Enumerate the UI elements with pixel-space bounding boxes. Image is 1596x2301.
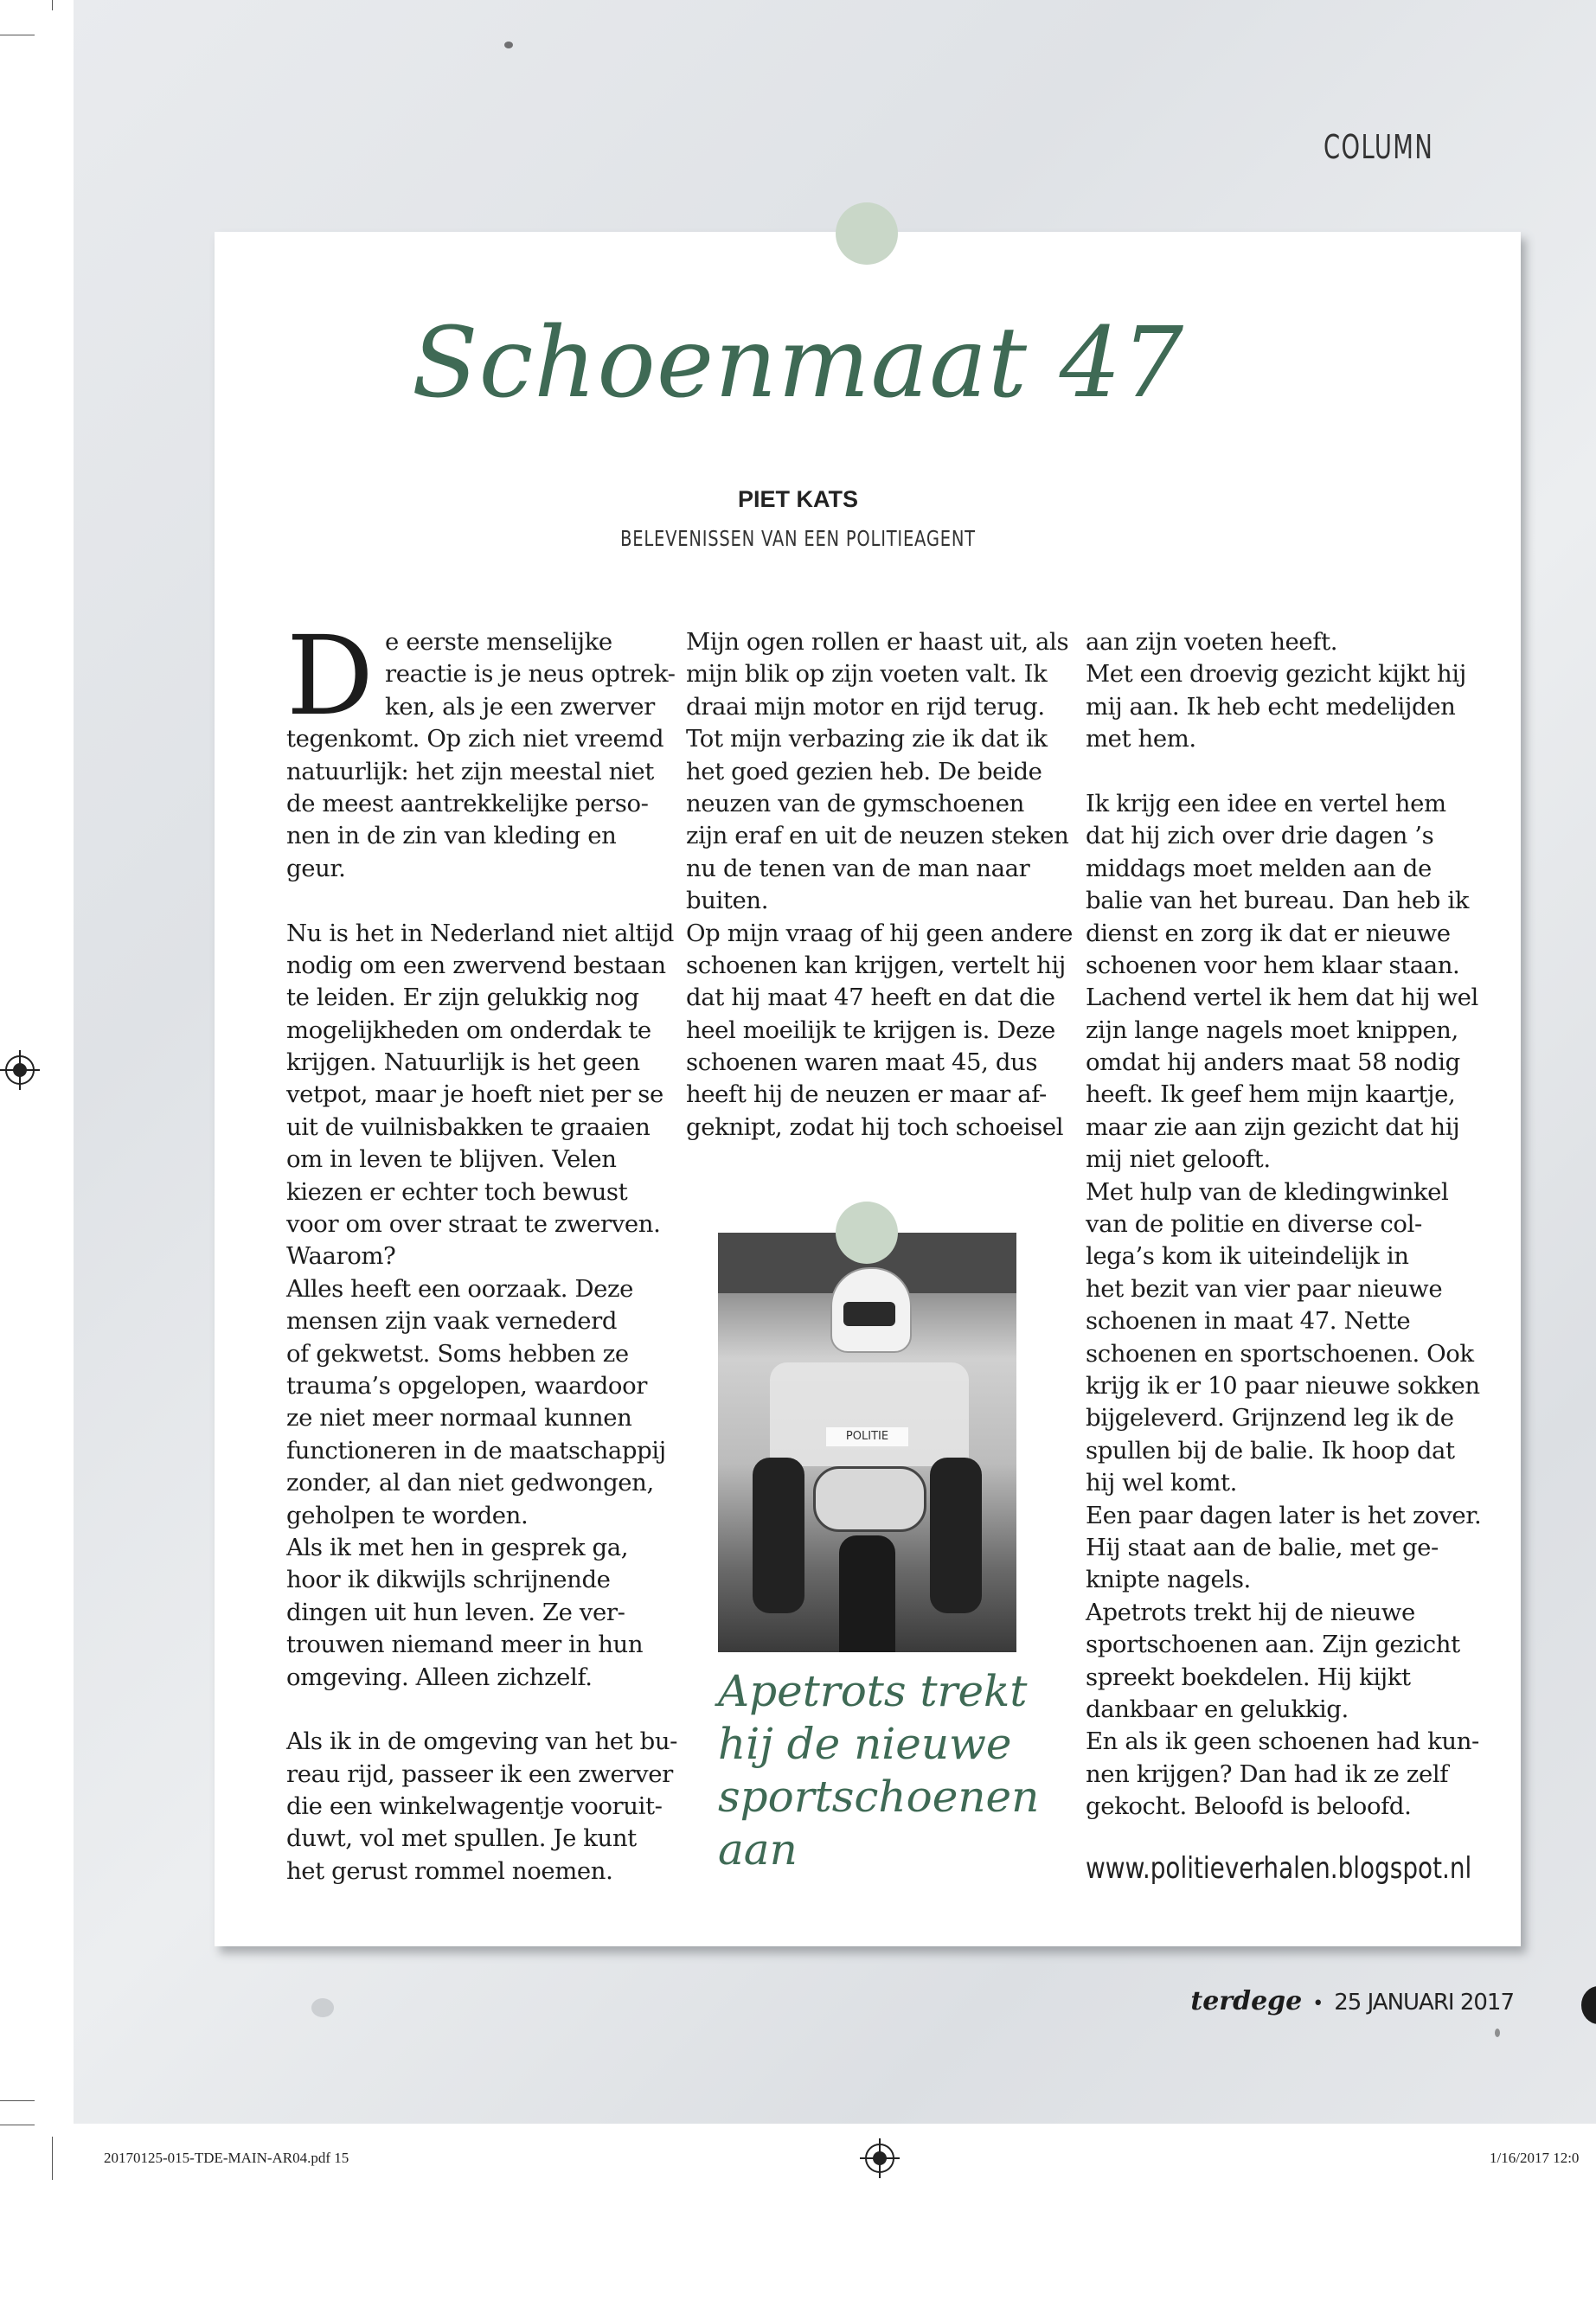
registration-mark-icon	[865, 2144, 894, 2173]
text-line: om in leven te blijven. Velen	[286, 1145, 617, 1174]
text-line: natuurlijk: het zijn meestal niet	[286, 757, 654, 785]
text-line: nen krijgen? Dan had ik ze zelf	[1086, 1759, 1449, 1788]
caption-line: hij de nieuwe	[718, 1719, 1012, 1769]
text-line: mijn blik op zijn voeten valt. Ik	[686, 660, 1048, 689]
text-line: dat hij zich over drie dagen ’s	[1086, 822, 1434, 850]
text-line: reau rijd, passeer ik een zwerver	[286, 1759, 673, 1788]
article-column-1	[286, 612, 678, 1888]
text-line: heeft. Ik geef hem mijn kaartje,	[1086, 1080, 1456, 1109]
text-line: buiten.	[686, 887, 769, 915]
text-line: dienst en zorg ik dat er nieuwe	[1086, 919, 1451, 947]
text-line: heeft hij de neuzen er maar af-	[686, 1080, 1047, 1109]
blog-link[interactable]: www.politieverhalen.blogspot.nl	[1086, 1851, 1472, 1886]
text-line: zijn lange nagels moet knippen,	[1086, 1016, 1458, 1044]
text-line: zonder, al dan niet gedwongen,	[286, 1469, 654, 1497]
article-column-2	[686, 626, 1073, 1144]
text-line: Een paar dagen later is het zover.	[1086, 1501, 1482, 1529]
text-line: Apetrots trekt hij de nieuwe	[1086, 1598, 1415, 1626]
text-line: dankbaar en gelukkig.	[1086, 1695, 1349, 1723]
caption-line: Apetrots trekt	[718, 1666, 1028, 1716]
text-line: Lachend vertel ik hem dat hij wel	[1086, 984, 1478, 1012]
text-line: voor om over straat te zwerven.	[286, 1210, 661, 1239]
text-line: trauma’s opgelopen, waardoor	[286, 1371, 647, 1400]
text-line: sportschoenen aan. Zijn gezicht	[1086, 1631, 1460, 1659]
photo-fairing-left	[753, 1458, 804, 1613]
text-line: Ik krijg een idee en vertel hem	[1086, 789, 1446, 817]
text-line: trouwen niemand meer in hun	[286, 1631, 644, 1659]
text-line	[286, 885, 677, 917]
text-line: met hem.	[1086, 725, 1196, 753]
caption-line: aan	[718, 1824, 798, 1875]
text-line: heel moeilijk te krijgen is. Deze	[686, 1016, 1055, 1044]
article-column-3	[1086, 626, 1481, 1823]
photo-windshield	[770, 1362, 969, 1466]
text-line: lega’s kom ik uiteindelijk in	[1086, 1242, 1409, 1271]
text-line: tegenkomt. Op zich niet vreemd	[286, 725, 664, 753]
ink-speck	[1495, 2029, 1500, 2037]
magazine-brand: terdege	[1190, 1986, 1303, 2016]
crop-mark	[0, 2100, 35, 2101]
text-line: mogelijkheden om onderdak te	[286, 1016, 651, 1044]
text-line: Hij staat aan de balie, met ge-	[1086, 1533, 1439, 1561]
issue-date: 25 JANUARI 2017	[1334, 1990, 1514, 2016]
text-line: het goed gezien heb. De beide	[686, 757, 1042, 785]
text-line: schoenen en sportschoenen. Ook	[1086, 1339, 1474, 1368]
text-line: schoenen in maat 47. Nette	[1086, 1307, 1411, 1336]
photo-headlight	[813, 1466, 926, 1532]
text-line: spreekt boekdelen. Hij kijkt	[1086, 1663, 1411, 1691]
registration-mark-icon	[5, 1055, 35, 1085]
text-line: of gekwetst. Soms hebben ze	[286, 1339, 629, 1368]
decorative-dot	[836, 202, 898, 265]
text-line: Waarom?	[286, 1242, 396, 1271]
text-line: Met een droevig gezicht kijkt hij	[1086, 660, 1466, 689]
text-line: mij niet gelooft.	[1086, 1145, 1271, 1174]
text-line: van de politie en diverse col-	[1086, 1210, 1422, 1239]
decorative-dot	[836, 1202, 898, 1264]
text-line: neuzen van de gymschoenen	[686, 789, 1024, 817]
text-line: e eerste menselijke	[385, 628, 612, 656]
photo-visor	[843, 1302, 895, 1326]
author-name: PIET KATS	[737, 486, 858, 512]
text-line	[1086, 756, 1481, 788]
text-line: de meest aantrekkelijke perso-	[286, 789, 649, 817]
text-line: bijgeleverd. Grijnzend leg ik de	[1086, 1404, 1454, 1433]
photo-police-label: POLITIE	[826, 1427, 908, 1446]
photo-fairing-right	[930, 1458, 982, 1613]
text-line: schoenen voor hem klaar staan.	[1086, 951, 1460, 979]
text-line: mij aan. Ik heb echt medelijden	[1086, 692, 1456, 721]
text-line: draai mijn motor en rijd terug.	[686, 692, 1045, 721]
text-line: Tot mijn verbazing zie ik dat ik	[686, 725, 1048, 753]
text-line: kiezen er echter toch bewust	[286, 1177, 628, 1206]
text-line: die een winkelwagentje vooruit-	[286, 1792, 663, 1821]
text-line	[286, 1694, 677, 1726]
photo-front-wheel	[839, 1535, 895, 1652]
text-line: ken, als je een zwerver	[385, 692, 655, 721]
text-line: Mijn ogen rollen er haast uit, als	[686, 628, 1069, 656]
page-footer	[1190, 1986, 1514, 2016]
text-line: krijgen. Natuurlijk is het geen	[286, 1048, 640, 1077]
photo-police-motorcyclist	[718, 1233, 1016, 1652]
text-line: Met hulp van de kledingwinkel	[1086, 1177, 1449, 1206]
text-line: maar zie aan zijn gezicht dat hij	[1086, 1112, 1460, 1141]
crop-mark	[52, 2137, 53, 2180]
crop-mark	[52, 0, 53, 10]
text-line: balie van het bureau. Dan heb ik	[1086, 887, 1469, 915]
section-label: COLUMN	[1324, 128, 1434, 166]
print-slug-timestamp: 1/16/2017 12:0	[1490, 2150, 1580, 2166]
text-line: aan zijn voeten heeft.	[1086, 628, 1338, 656]
ink-speck	[311, 1998, 334, 2017]
text-line: te leiden. Er zijn gelukkig nog	[286, 984, 639, 1012]
text-line: nodig om een zwervend bestaan	[286, 951, 666, 979]
text-line: ze niet meer normaal kunnen	[286, 1404, 632, 1433]
text-line: het gerust rommel noemen.	[286, 1856, 613, 1885]
text-line: nen in de zin van kleding en	[286, 822, 617, 850]
text-line: nu de tenen van de man naar	[686, 854, 1030, 882]
article-subtitle: BELEVENISSEN VAN EEN POLITIEAGENT	[620, 526, 976, 551]
text-line: schoenen kan krijgen, vertelt hij	[686, 951, 1066, 979]
text-line: duwt, vol met spullen. Je kunt	[286, 1824, 637, 1853]
text-line: Als ik in de omgeving van het bu-	[286, 1727, 678, 1756]
text-line: zijn eraf en uit de neuzen steken	[686, 822, 1069, 850]
text-line: krijg ik er 10 paar nieuwe sokken	[1086, 1371, 1480, 1400]
text-line: dingen uit hun leven. Ze ver-	[286, 1598, 625, 1626]
text-line: geknipt, zodat hij toch schoeisel	[686, 1112, 1064, 1141]
text-line: schoenen waren maat 45, dus	[686, 1048, 1038, 1077]
text-line: Op mijn vraag of hij geen andere	[686, 919, 1074, 947]
text-line: knipte nagels.	[1086, 1566, 1251, 1594]
text-line: reactie is je neus optrek-	[385, 660, 676, 689]
text-line: En als ik geen schoenen had kun-	[1086, 1727, 1479, 1756]
text-line: geholpen te worden.	[286, 1501, 529, 1529]
text-line: hij wel komt.	[1086, 1469, 1238, 1497]
article-title: Schoenmaat 47	[411, 307, 1185, 420]
text-line: Alles heeft een oorzaak. Deze	[286, 1274, 633, 1303]
text-line: uit de vuilnisbakken te graaien	[286, 1112, 651, 1141]
text-line: hoor ik dikwijls schrijnende	[286, 1566, 611, 1594]
caption-line: sportschoenen	[718, 1772, 1040, 1822]
text-line: Als ik met hen in gesprek ga,	[286, 1533, 629, 1561]
text-line: omdat hij anders maat 58 nodig	[1086, 1048, 1460, 1077]
text-line: Nu is het in Nederland niet altijd	[286, 919, 674, 947]
text-line: spullen bij de balie. Ik hoop dat	[1086, 1436, 1455, 1465]
text-line: het bezit van vier paar nieuwe	[1086, 1274, 1443, 1303]
text-line: dat hij maat 47 heeft en dat die	[686, 984, 1055, 1012]
text-line: geur.	[286, 854, 346, 882]
photo-caption	[718, 1665, 1039, 1876]
text-line: mensen zijn vaak vernederd	[286, 1307, 618, 1336]
footer-separator: •	[1312, 1993, 1324, 2015]
text-line: functioneren in de maatschappij	[286, 1436, 666, 1465]
drop-cap: D	[286, 612, 375, 740]
text-line: middags moet melden aan de	[1086, 854, 1432, 882]
text-line: gekocht. Beloofd is beloofd.	[1086, 1792, 1412, 1821]
text-line: omgeving. Alleen zichzelf.	[286, 1663, 593, 1691]
text-line: vetpot, maar je hoeft niet per se	[286, 1080, 663, 1109]
ink-speck	[504, 42, 513, 48]
print-slug-filename: 20170125-015-TDE-MAIN-AR04.pdf 15	[104, 2150, 349, 2166]
